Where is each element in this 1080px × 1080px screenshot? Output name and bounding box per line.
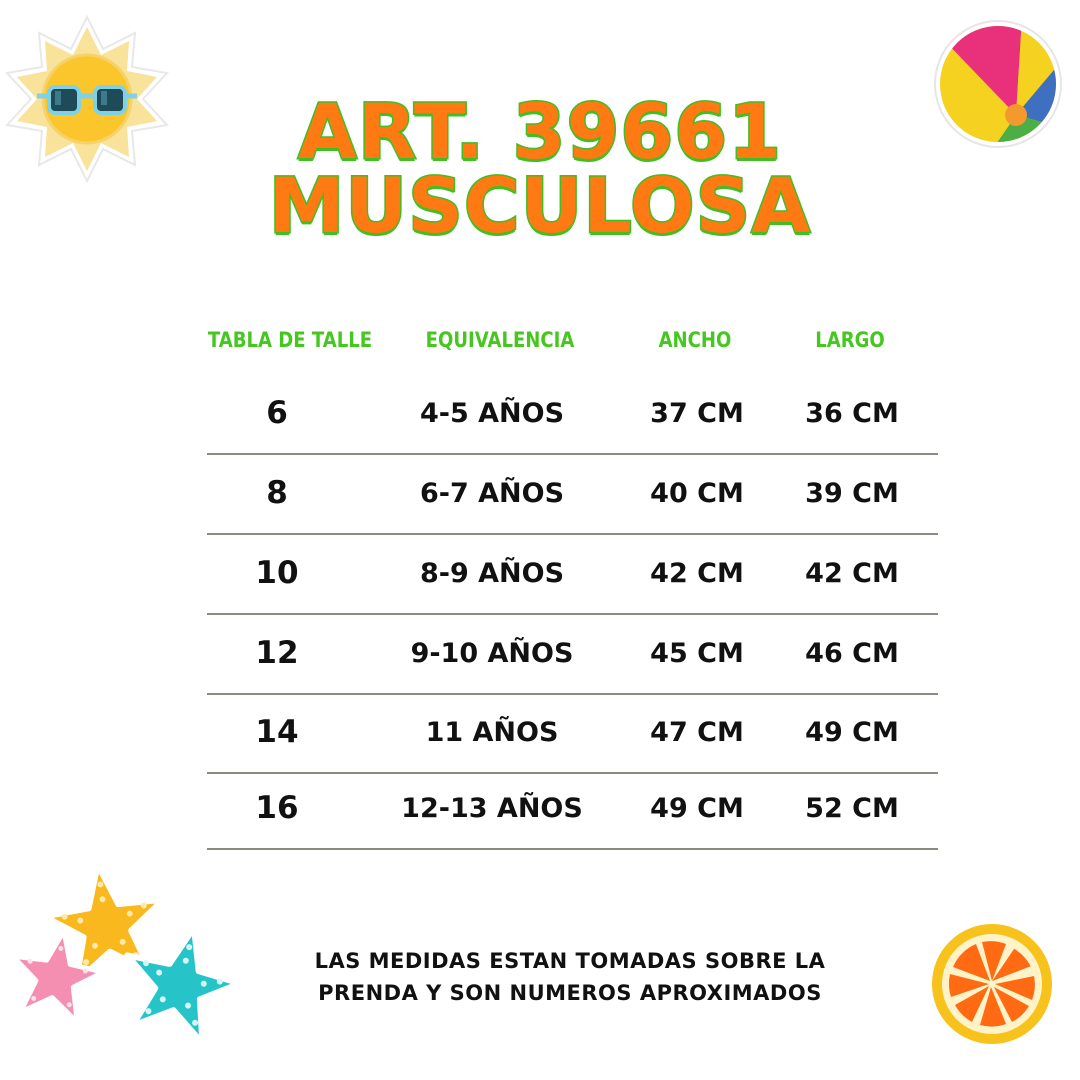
table-row <box>207 614 938 695</box>
cell-talle: 8 <box>266 475 288 511</box>
header-equivalencia: EQUIVALENCIA <box>425 328 575 352</box>
cell-largo: 49 CM <box>805 717 899 748</box>
cell-talle: 16 <box>255 790 299 826</box>
cell-ancho: 49 CM <box>650 793 744 824</box>
table-row <box>207 769 938 850</box>
cell-equivalencia: 8-9 AÑOS <box>419 558 565 589</box>
table-row <box>207 454 938 535</box>
cell-largo: 39 CM <box>805 478 899 509</box>
note-line-2: PRENDA Y SON NUMEROS APROXIMADOS <box>318 981 822 1005</box>
starfish-icon <box>4 858 240 1054</box>
table-row <box>207 534 938 615</box>
header-ancho: ANCHO <box>658 328 732 352</box>
product-name: MUSCULOSA <box>268 161 812 250</box>
cell-ancho: 37 CM <box>650 398 744 429</box>
cell-largo: 36 CM <box>805 398 899 429</box>
note-line-1: LAS MEDIDAS ESTAN TOMADAS SOBRE LA <box>314 949 826 973</box>
cell-equivalencia: 4-5 AÑOS <box>419 398 565 429</box>
cell-ancho: 40 CM <box>650 478 744 509</box>
cell-largo: 46 CM <box>805 638 899 669</box>
article-number: ART. 39661 <box>298 87 782 176</box>
cell-largo: 52 CM <box>805 793 899 824</box>
orange-slice-icon <box>930 922 1054 1046</box>
cell-equivalencia: 6-7 AÑOS <box>419 478 565 509</box>
table-row <box>207 374 938 455</box>
cell-largo: 42 CM <box>805 558 899 589</box>
cell-ancho: 42 CM <box>650 558 744 589</box>
header-talle: TABLA DE TALLE <box>207 328 373 352</box>
cell-talle: 14 <box>255 714 299 750</box>
cell-talle: 10 <box>255 555 299 591</box>
cell-ancho: 47 CM <box>650 717 744 748</box>
cell-equivalencia: 9-10 AÑOS <box>410 638 574 669</box>
cell-ancho: 45 CM <box>650 638 744 669</box>
product-title <box>0 87 1080 250</box>
cell-equivalencia: 12-13 AÑOS <box>401 793 583 824</box>
header-largo: LARGO <box>815 328 885 352</box>
cell-talle: 6 <box>266 395 288 431</box>
cell-equivalencia: 11 AÑOS <box>425 717 559 748</box>
measurement-note <box>270 945 870 1009</box>
cell-talle: 12 <box>255 635 299 671</box>
table-row <box>207 693 938 774</box>
